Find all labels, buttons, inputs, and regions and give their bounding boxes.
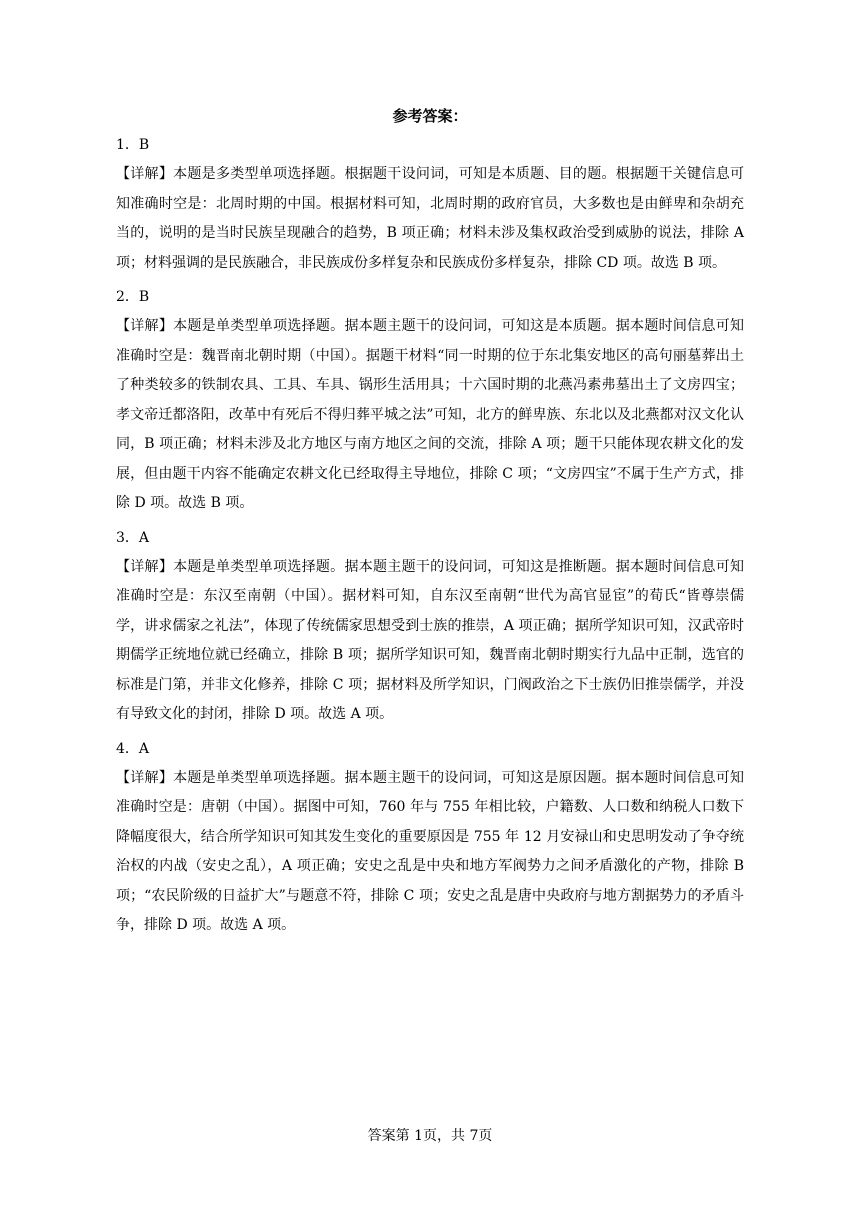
page-footer: 答案第 1页，共 7页 — [367, 1128, 493, 1144]
answer-number: 3．A — [116, 529, 150, 546]
answer-detail: 【详解】本题是单类型单项选择题。据本题主题干的设问词，可知这是本质题。据本题时间信息可知准确时空是：魏晋南北朝时期（中国）。据题干材料“同一时期的位于东北集安地区的高句丽墓葬出土了种类较多的铁制农具、工具、车具、锅形生活用具；十六国时期的北燕冯素弗墓出土了文房四宝；孝文帝迁都洛阳，改革中有死后不得归葬平城之法”可知，北方的鲜卑族、东北以及北燕都对汉文化认同，B 项正确；材料未涉及北方地区与南方地区之间的交流，排除 A 项；题干只能体现农耕文化的发展，但由题干内容不能确定农耕文化已经取得主导地位，排除 C 项；“文房四宝”不属于生产方式，排除 D 项。故选 B 项。 — [116, 318, 744, 511]
answer-detail: 【详解】本题是多类型单项选择题。根据题干设问词，可知是本质题、目的题。根据题干关键信息可知准确时空是：北周时期的中国。根据材料可知，北周时期的政府官员，大多数也是由鲜卑和杂胡充当的，说明的是当时民族呈现融合的趋势，B 项正确；材料未涉及集权政治受到威胁的说法，排除 A 项；材料强调的是民族融合，非民族成份多样复杂和民族成份多样复杂，排除 CD 项。故选 B 项。 — [116, 166, 744, 271]
answer-number: 4．A — [116, 740, 150, 757]
answer-detail: 【详解】本题是单类型单项选择题。据本题主题干的设问词，可知这是原因题。据本题时间信息可知准确时空是：唐朝（中国）。据图中可知，760 年与 755 年相比较，户籍数、人口数和纳税人口数下降幅度很大，结合所学知识可知其发生变化的重要原因是 755 年 12 月安禄山和史思明发动了争夺统治权的内战（安史之乱），A 项正确；安史之乱是中央和地方军阀势力之间矛盾激化的产物，排除 B 项；“农民阶级的日益扩大”与题意不符，排除 C 项；安史之乱是唐中央政府与地方割据势力的矛盾斗争，排除 D 项。故选 A 项。 — [116, 769, 744, 933]
answer-number: 2．B — [116, 289, 150, 305]
answer-list — [116, 130, 744, 941]
answer-number: 1．B — [116, 137, 150, 153]
page-title: 参考答案： — [392, 107, 468, 125]
answer-detail: 【详解】本题是单类型单项选择题。据本题主题干的设问词，可知这是推断题。据本题时间信息可知准确时空是：东汉至南朝（中国）。据材料可知，自东汉至南朝“世代为高官显宦”的荀氏“皆尊崇儒学，讲求儒家之礼法”，体现了传统儒家思想受到士族的推崇，A 项正确；据所学知识可知，汉武帝时期儒学正统地位就已经确立，排除 B 项；据所学知识可知，魏晋南北朝时期实行九品中正制，选官的标准是门第，并非文化修养，排除 C 项；据材料及所学知识，门阀政治之下士族仍旧推崇儒学，并没有导致文化的封闭，排除 D 项。故选 A 项。 — [116, 558, 744, 722]
